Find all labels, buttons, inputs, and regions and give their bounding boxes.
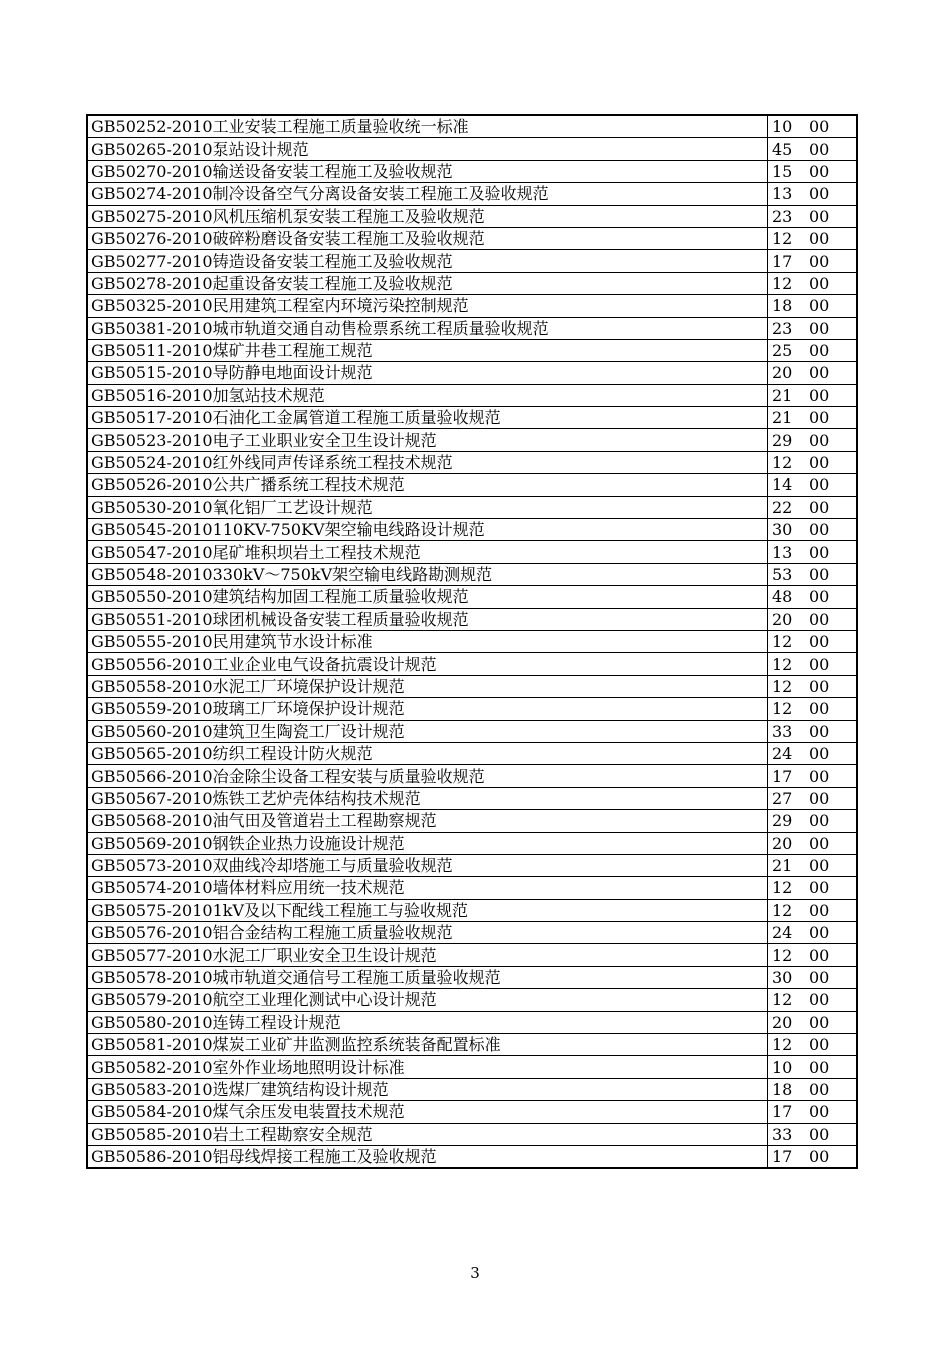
price-yuan: 10 [772,1057,793,1077]
price-cents: 00 [809,408,830,428]
price-yuan: 13 [772,184,793,204]
page-number: 3 [470,1264,480,1282]
price-yuan: 18 [772,296,793,316]
price-yuan: 13 [772,542,793,562]
price-cell [768,183,858,205]
price-cell [768,720,858,742]
price-yuan: 12 [772,654,793,674]
price-cell [768,653,858,675]
table-row [87,608,857,630]
table-row [87,183,857,205]
standard-title-cell: GB50274-2010制冷设备空气分离设备安装工程施工及验收规范 [87,183,768,205]
table-body [87,115,857,1168]
price-cents: 00 [809,968,830,988]
table-row [87,832,857,854]
price-yuan: 21 [772,385,793,405]
price-cents: 00 [809,990,830,1010]
price-cell [768,899,858,921]
price-cell [768,295,858,317]
price-yuan: 45 [772,139,793,159]
standard-title-cell: GB50565-2010纺织工程设计防火规范 [87,742,768,764]
price-cell [768,1123,858,1145]
price-cell [768,541,858,563]
price-cell [768,765,858,787]
price-yuan: 30 [772,520,793,540]
standard-title-cell: GB50586-2010铝母线焊接工程施工及验收规范 [87,1145,768,1168]
price-cell [768,160,858,182]
price-yuan: 14 [772,475,793,495]
price-cents: 00 [809,206,830,226]
price-yuan: 33 [772,721,793,741]
standard-title-cell: GB50579-2010航空工业理化测试中心设计规范 [87,989,768,1011]
price-cents: 00 [809,1012,830,1032]
price-cell [768,1101,858,1123]
table-row [87,854,857,876]
price-cents: 00 [809,139,830,159]
table-row [87,451,857,473]
table-row [87,563,857,585]
standard-title-cell: GB50270-2010输送设备安装工程施工及验收规范 [87,160,768,182]
price-cell [768,966,858,988]
standard-title-cell: GB50583-2010选煤厂建筑结构设计规范 [87,1078,768,1100]
price-cell [768,362,858,384]
price-cell [768,922,858,944]
price-cents: 00 [809,609,830,629]
price-cents: 00 [809,833,830,853]
price-cents: 00 [809,385,830,405]
table-row [87,765,857,787]
price-yuan: 20 [772,1012,793,1032]
price-cents: 00 [809,1124,830,1144]
price-cell [768,787,858,809]
price-cents: 00 [809,721,830,741]
price-yuan: 25 [772,341,793,361]
standard-title-cell: GB50576-2010铝合金结构工程施工质量验收规范 [87,922,768,944]
price-yuan: 17 [772,1102,793,1122]
standard-title-cell: GB50275-2010风机压缩机泵安装工程施工及验收规范 [87,205,768,227]
standard-title-cell: GB50580-2010连铸工程设计规范 [87,1011,768,1033]
standard-title-cell: GB50550-2010建筑结构加固工程施工质量验收规范 [87,586,768,608]
price-cents: 00 [809,1102,830,1122]
table-row [87,653,857,675]
price-cents: 00 [809,587,830,607]
price-cell [768,1056,858,1078]
table-row [87,966,857,988]
price-cell [768,1078,858,1100]
table-row [87,1145,857,1168]
table-row [87,295,857,317]
standard-title-cell: GB50252-2010工业安装工程施工质量验收统一标准 [87,115,768,138]
table-row [87,541,857,563]
table-row [87,720,857,742]
price-cents: 00 [809,1035,830,1055]
price-yuan: 12 [772,1035,793,1055]
standard-title-cell: GB50530-2010氧化铝厂工艺设计规范 [87,496,768,518]
price-cents: 00 [809,273,830,293]
table-row [87,227,857,249]
price-cell [768,407,858,429]
price-cents: 00 [809,676,830,696]
price-cents: 00 [809,430,830,450]
standard-title-cell: GB50325-2010民用建筑工程室内环境污染控制规范 [87,295,768,317]
standard-title-cell: GB50574-2010墙体材料应用统一技术规范 [87,877,768,899]
price-cents: 00 [809,744,830,764]
standard-title-cell: GB50577-2010水泥工厂职业安全卫生设计规范 [87,944,768,966]
table-row [87,474,857,496]
price-yuan: 24 [772,923,793,943]
price-yuan: 15 [772,161,793,181]
price-yuan: 20 [772,609,793,629]
price-yuan: 18 [772,1079,793,1099]
price-cents: 00 [809,229,830,249]
price-yuan: 12 [772,229,793,249]
price-yuan: 29 [772,811,793,831]
table-row [87,899,857,921]
price-cell [768,810,858,832]
price-cents: 00 [809,341,830,361]
price-yuan: 17 [772,251,793,271]
standard-title-cell: GB50584-2010煤气余压发电装置技术规范 [87,1101,768,1123]
standard-title-cell: GB50567-2010炼铁工艺炉壳体结构技术规范 [87,787,768,809]
price-yuan: 21 [772,408,793,428]
price-yuan: 12 [772,676,793,696]
price-yuan: 23 [772,206,793,226]
table-row [87,944,857,966]
table-row [87,519,857,541]
price-cents: 00 [809,184,830,204]
price-cents: 00 [809,363,830,383]
price-cell [768,1011,858,1033]
standard-title-cell: GB50566-2010冶金除尘设备工程安装与质量验收规范 [87,765,768,787]
price-cell [768,250,858,272]
table-row [87,429,857,451]
price-cell [768,944,858,966]
standard-title-cell: GB50555-2010民用建筑节水设计标准 [87,630,768,652]
price-cents: 00 [809,900,830,920]
price-yuan: 12 [772,699,793,719]
price-cents: 00 [809,766,830,786]
price-yuan: 12 [772,632,793,652]
standard-title-cell: GB50516-2010加氢站技术规范 [87,384,768,406]
price-yuan: 23 [772,318,793,338]
price-yuan: 24 [772,744,793,764]
table-row [87,787,857,809]
table-row [87,810,857,832]
standard-title-cell: GB50559-2010玻璃工厂环境保护设计规范 [87,698,768,720]
table-row [87,1123,857,1145]
price-cents: 00 [809,565,830,584]
price-yuan: 12 [772,273,793,293]
price-cents: 00 [809,117,830,137]
price-cell [768,608,858,630]
price-cents: 00 [809,878,830,898]
price-cents: 00 [809,1057,830,1077]
price-cell [768,832,858,854]
standard-title-cell: GB50582-2010室外作业场地照明设计标准 [87,1056,768,1078]
price-yuan: 17 [772,1147,793,1167]
price-cents: 00 [809,475,830,495]
price-cell [768,496,858,518]
table-row [87,115,857,138]
price-cents: 00 [809,856,830,876]
standard-title-cell: GB50524-2010红外线同声传译系统工程技术规范 [87,451,768,473]
price-cents: 00 [809,251,830,271]
table-row [87,138,857,160]
price-cell [768,854,858,876]
table-row [87,922,857,944]
price-cell [768,227,858,249]
standard-title-cell: GB50511-2010煤矿井巷工程施工规范 [87,339,768,361]
table-row [87,384,857,406]
table-row [87,317,857,339]
price-cents: 00 [809,453,830,473]
price-cell [768,630,858,652]
standard-title-cell: GB50517-2010石油化工金属管道工程施工质量验收规范 [87,407,768,429]
standard-title-cell: GB50515-2010导防静电地面设计规范 [87,362,768,384]
price-cell [768,563,858,585]
price-cell [768,339,858,361]
table-row [87,1011,857,1033]
price-cents: 00 [809,1147,830,1167]
standard-title-cell: GB50276-2010破碎粉磨设备安装工程施工及验收规范 [87,227,768,249]
standard-title-cell: GB50568-2010油气田及管道岩土工程勘察规范 [87,810,768,832]
price-yuan: 20 [772,833,793,853]
price-cell [768,989,858,1011]
standard-title-cell: GB50560-2010建筑卫生陶瓷工厂设计规范 [87,720,768,742]
price-cell [768,429,858,451]
price-yuan: 12 [772,945,793,965]
table-row [87,205,857,227]
table-row [87,339,857,361]
price-yuan: 17 [772,766,793,786]
table-row [87,877,857,899]
price-cents: 00 [809,811,830,831]
standard-title-cell: GB50558-2010水泥工厂环境保护设计规范 [87,675,768,697]
price-cents: 00 [809,542,830,562]
price-cell [768,742,858,764]
standard-title-cell: GB50585-2010岩土工程勘察安全规范 [87,1123,768,1145]
price-yuan: 21 [772,856,793,876]
price-yuan: 33 [772,1124,793,1144]
table-row [87,1034,857,1056]
table-row [87,675,857,697]
price-cell [768,272,858,294]
table-row [87,989,857,1011]
standard-title-cell: GB50581-2010煤炭工业矿井监测监控系统装备配置标准 [87,1034,768,1056]
price-cents: 00 [809,632,830,652]
standard-title-cell: GB50545-2010110KV-750KV架空输电线路设计规范 [87,519,768,541]
price-cents: 00 [809,788,830,808]
table-row [87,698,857,720]
standard-title-cell: GB50381-2010城市轨道交通自动售检票系统工程质量验收规范 [87,317,768,339]
price-cell [768,138,858,160]
price-cell [768,1034,858,1056]
table-row [87,742,857,764]
price-cents: 00 [809,520,830,540]
price-cents: 00 [809,699,830,719]
price-yuan: 12 [772,878,793,898]
price-cell [768,317,858,339]
price-cell [768,877,858,899]
standard-title-cell: GB50523-2010电子工业职业安全卫生设计规范 [87,429,768,451]
table-row [87,272,857,294]
table-row [87,250,857,272]
price-cell [768,1145,858,1168]
price-yuan: 48 [772,587,793,607]
standards-price-table [86,114,858,1169]
standard-title-cell: GB50569-2010钢铁企业热力设施设计规范 [87,832,768,854]
table-row [87,586,857,608]
standard-title-cell: GB50526-2010公共广播系统工程技术规范 [87,474,768,496]
price-yuan: 29 [772,430,793,450]
price-yuan: 12 [772,900,793,920]
price-yuan: 53 [772,565,793,584]
standard-title-cell: GB50547-2010尾矿堆积坝岩土工程技术规范 [87,541,768,563]
price-cents: 00 [809,318,830,338]
price-yuan: 20 [772,363,793,383]
standard-title-cell: GB50573-2010双曲线冷却塔施工与质量验收规范 [87,854,768,876]
price-yuan: 30 [772,968,793,988]
standard-title-cell: GB50548-2010330kV～750kV架空输电线路勘测规范 [87,563,768,585]
table-row [87,407,857,429]
standard-title-cell: GB50575-20101kV及以下配线工程施工与验收规范 [87,899,768,921]
price-cell [768,519,858,541]
price-cell [768,474,858,496]
table-row [87,1056,857,1078]
price-yuan: 10 [772,117,793,137]
price-cell [768,205,858,227]
table-row [87,1078,857,1100]
standard-title-cell: GB50578-2010城市轨道交通信号工程施工质量验收规范 [87,966,768,988]
table-row [87,1101,857,1123]
price-cell [768,384,858,406]
table-row [87,496,857,518]
table-row [87,630,857,652]
price-cents: 00 [809,497,830,517]
price-cell [768,675,858,697]
standard-title-cell: GB50551-2010球团机械设备安装工程质量验收规范 [87,608,768,630]
standard-title-cell: GB50278-2010起重设备安装工程施工及验收规范 [87,272,768,294]
standard-title-cell: GB50556-2010工业企业电气设备抗震设计规范 [87,653,768,675]
price-yuan: 12 [772,453,793,473]
price-yuan: 22 [772,497,793,517]
standard-title-cell: GB50277-2010铸造设备安装工程施工及验收规范 [87,250,768,272]
price-cell [768,451,858,473]
table-row [87,362,857,384]
price-cents: 00 [809,161,830,181]
price-cell [768,115,858,138]
price-cell [768,698,858,720]
price-cell [768,586,858,608]
price-yuan: 12 [772,990,793,1010]
price-yuan: 27 [772,788,793,808]
table-row [87,160,857,182]
price-cents: 00 [809,923,830,943]
price-cents: 00 [809,1079,830,1099]
standard-title-cell: GB50265-2010泵站设计规范 [87,138,768,160]
price-cents: 00 [809,654,830,674]
price-cents: 00 [809,296,830,316]
price-cents: 00 [809,945,830,965]
